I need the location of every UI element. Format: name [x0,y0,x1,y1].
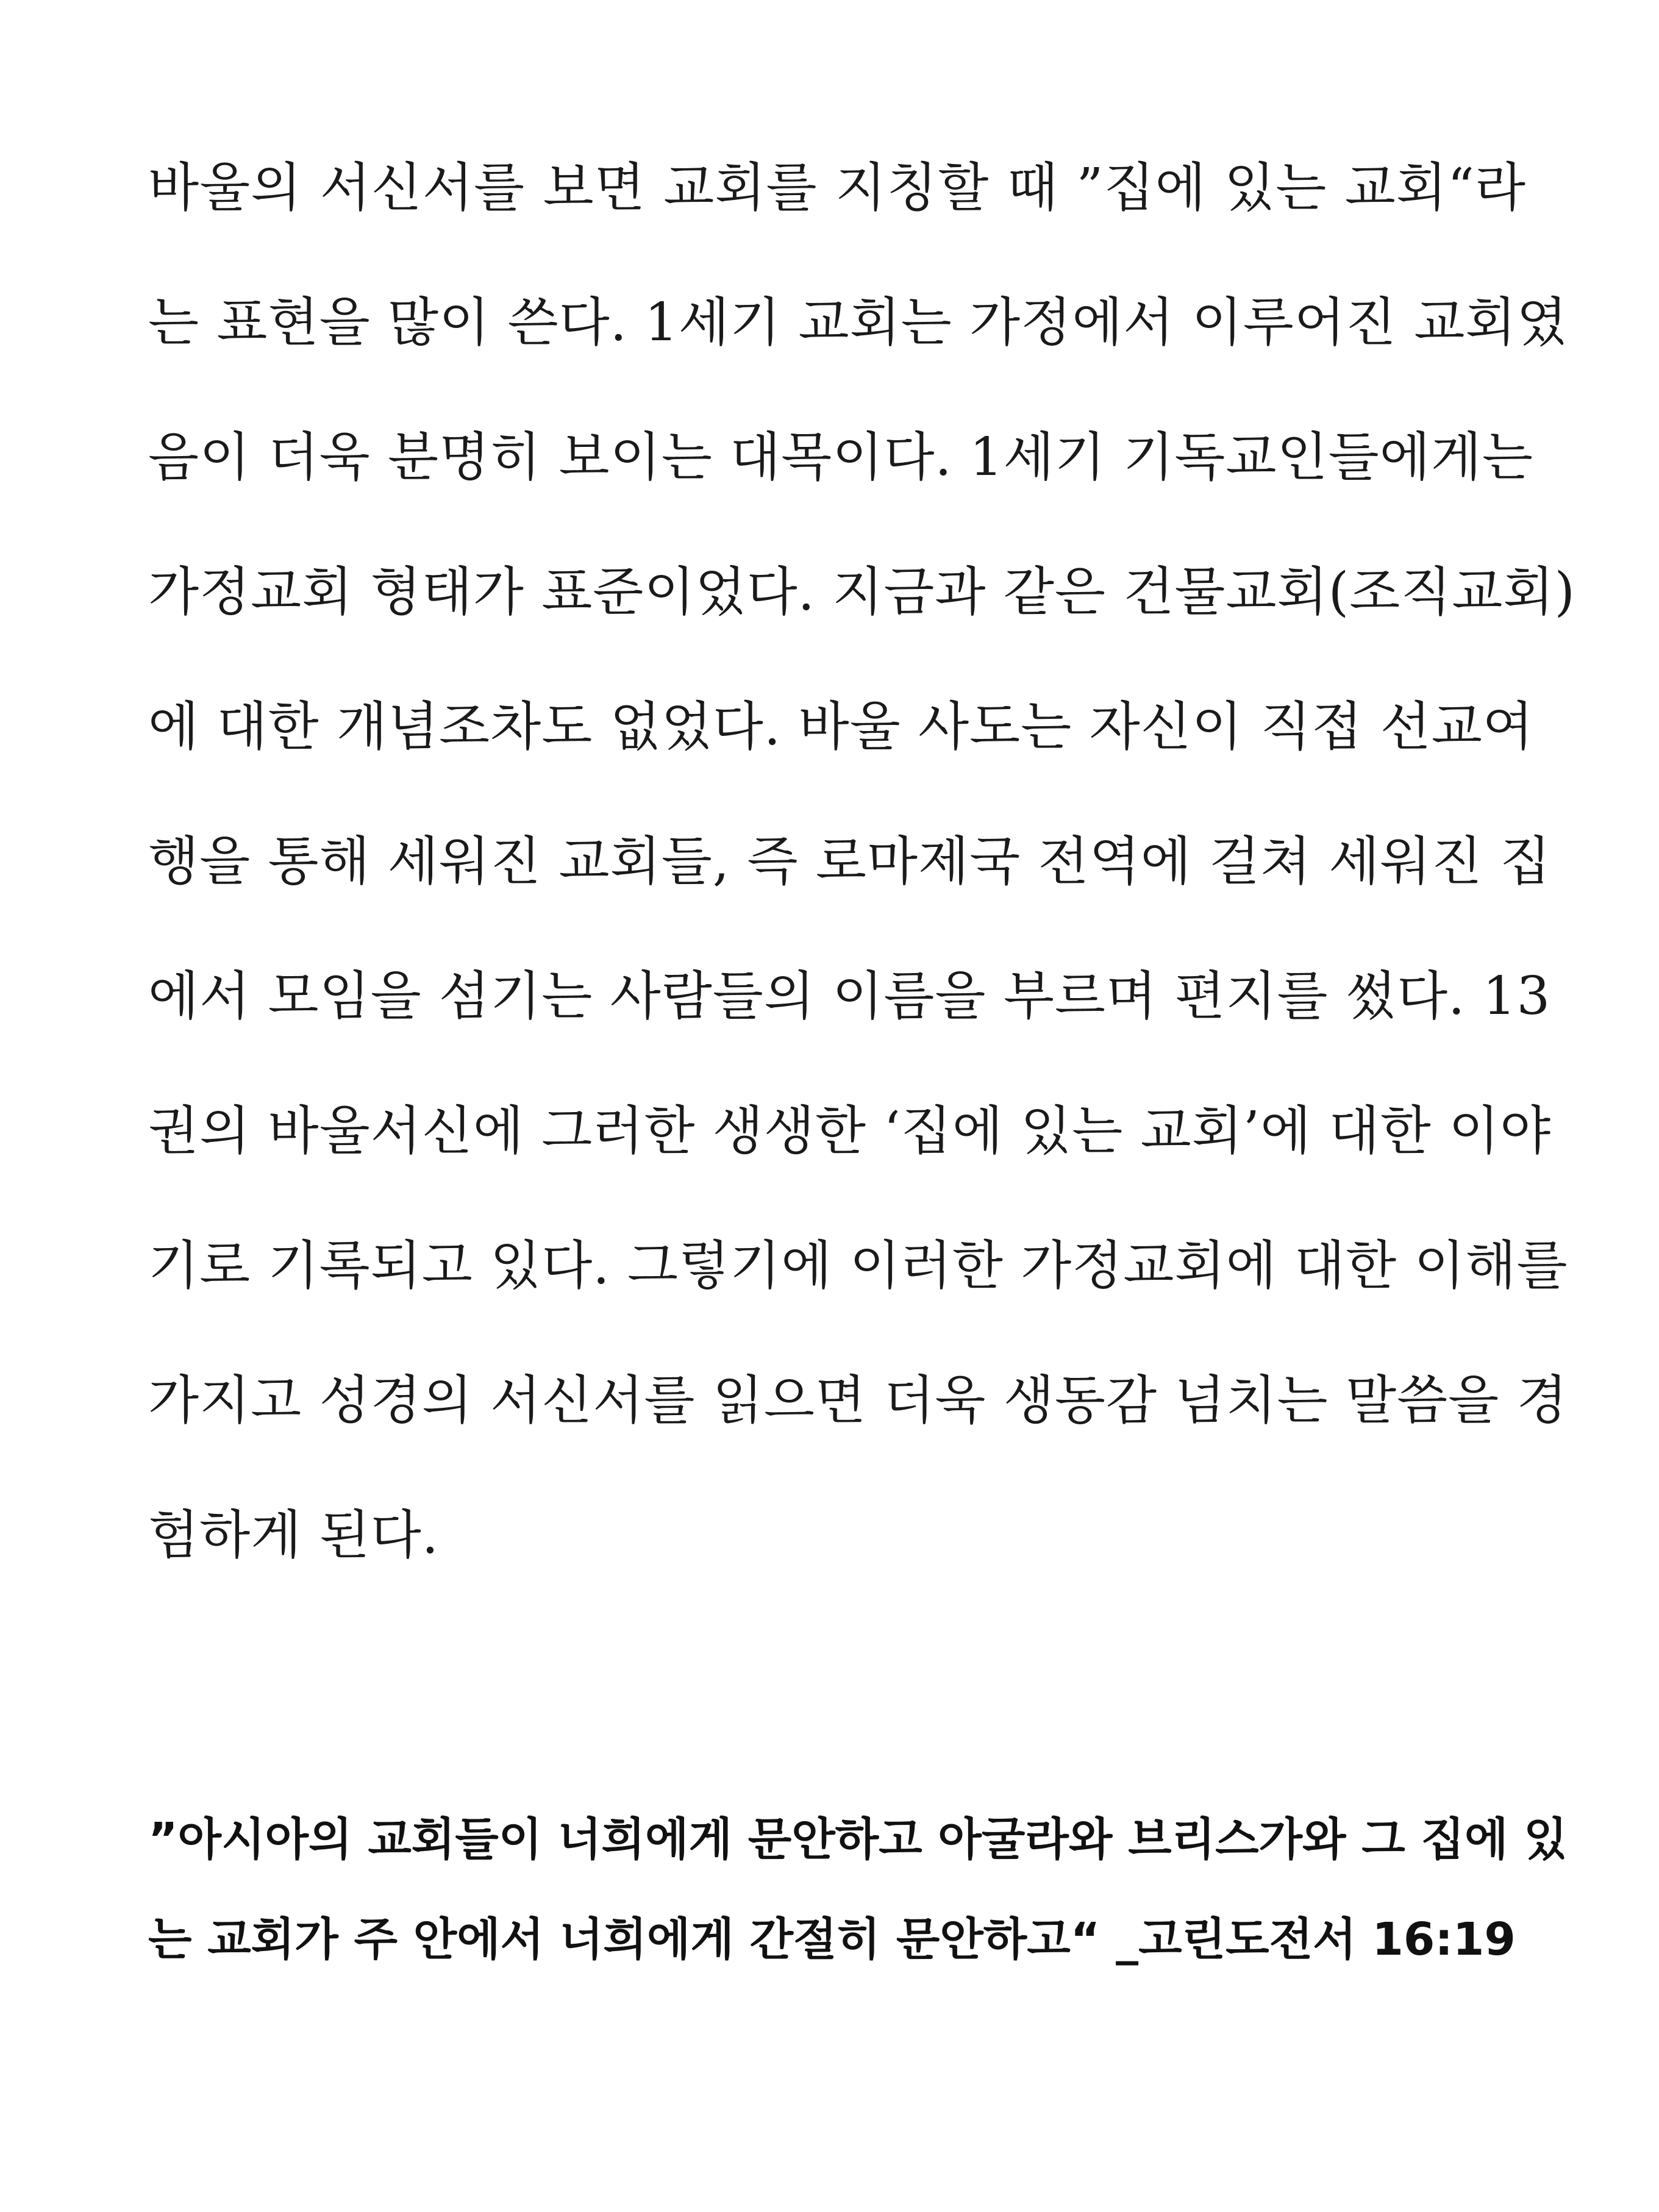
quote-line: 는 교회가 주 안에서 너희에게 간절히 문안하고“ _고린도전서 16:19 [148,1913,1516,1966]
paragraph-line: 험하게 된다. [148,1505,440,1566]
quote-line: ”아시아의 교회들이 너희에게 문안하고 아굴라와 브리스가와 그 집에 있 [148,1813,1568,1866]
paragraph-line: 에서 모임을 섬기는 사람들의 이름을 부르며 편지를 썼다. 13 [148,966,1551,1027]
paragraph-line: 음이 더욱 분명히 보이는 대목이다. 1세기 기독교인들에게는 [148,427,1533,488]
paragraph-line: 가지고 성경의 서신서를 읽으면 더욱 생동감 넘치는 말씀을 경 [148,1370,1568,1431]
paragraph-line: 행을 통해 세워진 교회들, 즉 로마제국 전역에 걸쳐 세워진 집 [148,831,1552,892]
paragraph-line: 는 표현을 많이 쓴다. 1세기 교회는 가정에서 이루어진 교회였 [148,292,1568,353]
paragraph-line: 기로 기록되고 있다. 그렇기에 이러한 가정교회에 대한 이해를 [148,1235,1568,1296]
paragraph-line: 바울의 서신서를 보면 교회를 지칭할 때 ”집에 있는 교회“라 [148,157,1526,218]
scripture-quote [148,1789,1568,1989]
paragraph-line: 에 대한 개념조차도 없었다. 바울 사도는 자신이 직접 선교여 [148,696,1534,757]
body-paragraph [148,121,1576,1603]
paragraph-line: 가정교회 형태가 표준이었다. 지금과 같은 건물교회(조직교회) [148,562,1576,623]
paragraph-line: 권의 바울서신에 그러한 생생한 ‘집에 있는 교회’에 대한 이야 [148,1101,1552,1161]
